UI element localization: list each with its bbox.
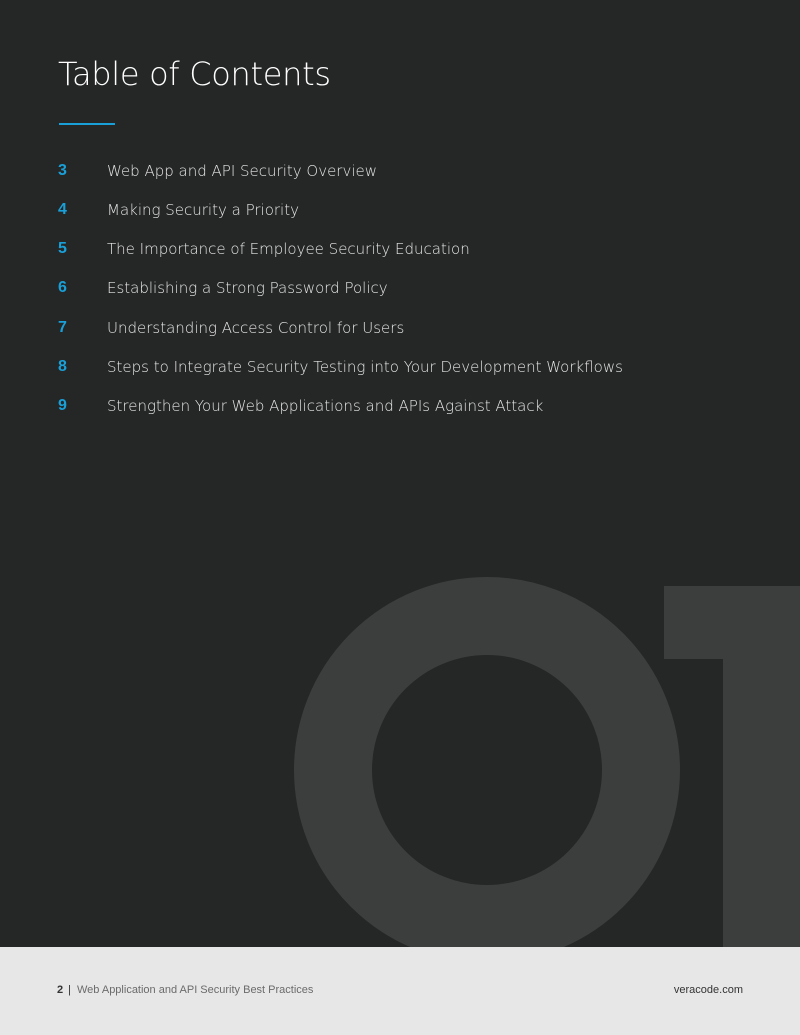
toc-entry-label: Establishing a Strong Password Policy xyxy=(107,279,388,297)
toc-entry-label: Web App and API Security Overview xyxy=(107,162,378,180)
toc-entry-label: Steps to Integrate Security Testing into Your Development Workflows xyxy=(107,358,623,376)
toc-entry-label: Making Security a Priority xyxy=(107,201,299,219)
toc-page-number: 5 xyxy=(58,240,67,257)
page-title: Table of Contents xyxy=(58,55,331,93)
toc-page-number: 6 xyxy=(58,279,67,296)
toc-item[interactable] xyxy=(0,159,700,183)
footer-left xyxy=(57,982,313,998)
footer-website-link[interactable]: veracode.com xyxy=(673,984,743,996)
toc-item[interactable] xyxy=(0,198,700,222)
footer-document-title: Web Application and API Security Best Practices xyxy=(76,984,314,996)
toc-entry-label: The Importance of Employee Security Education xyxy=(107,240,470,258)
toc-page-number: 4 xyxy=(58,201,67,218)
toc-item[interactable] xyxy=(0,276,700,300)
toc-item[interactable] xyxy=(0,355,700,379)
toc-entry-label: Understanding Access Control for Users xyxy=(107,319,405,337)
page-footer xyxy=(0,947,800,1035)
toc-entry-label: Strengthen Your Web Applications and APIs Against Attack xyxy=(107,397,544,415)
toc-page-number: 9 xyxy=(58,397,67,414)
toc-item[interactable] xyxy=(0,316,700,340)
toc-page-number: 8 xyxy=(58,358,67,375)
footer-separator: | xyxy=(68,984,71,996)
toc-page-number: 3 xyxy=(58,162,67,179)
title-underline xyxy=(59,123,115,125)
section-number-one xyxy=(664,586,800,947)
footer-page-number: 2 xyxy=(57,984,64,996)
section-number-zero xyxy=(333,616,641,924)
toc-page-number: 7 xyxy=(58,319,67,336)
toc-item[interactable] xyxy=(0,237,700,261)
toc-item[interactable] xyxy=(0,394,700,418)
